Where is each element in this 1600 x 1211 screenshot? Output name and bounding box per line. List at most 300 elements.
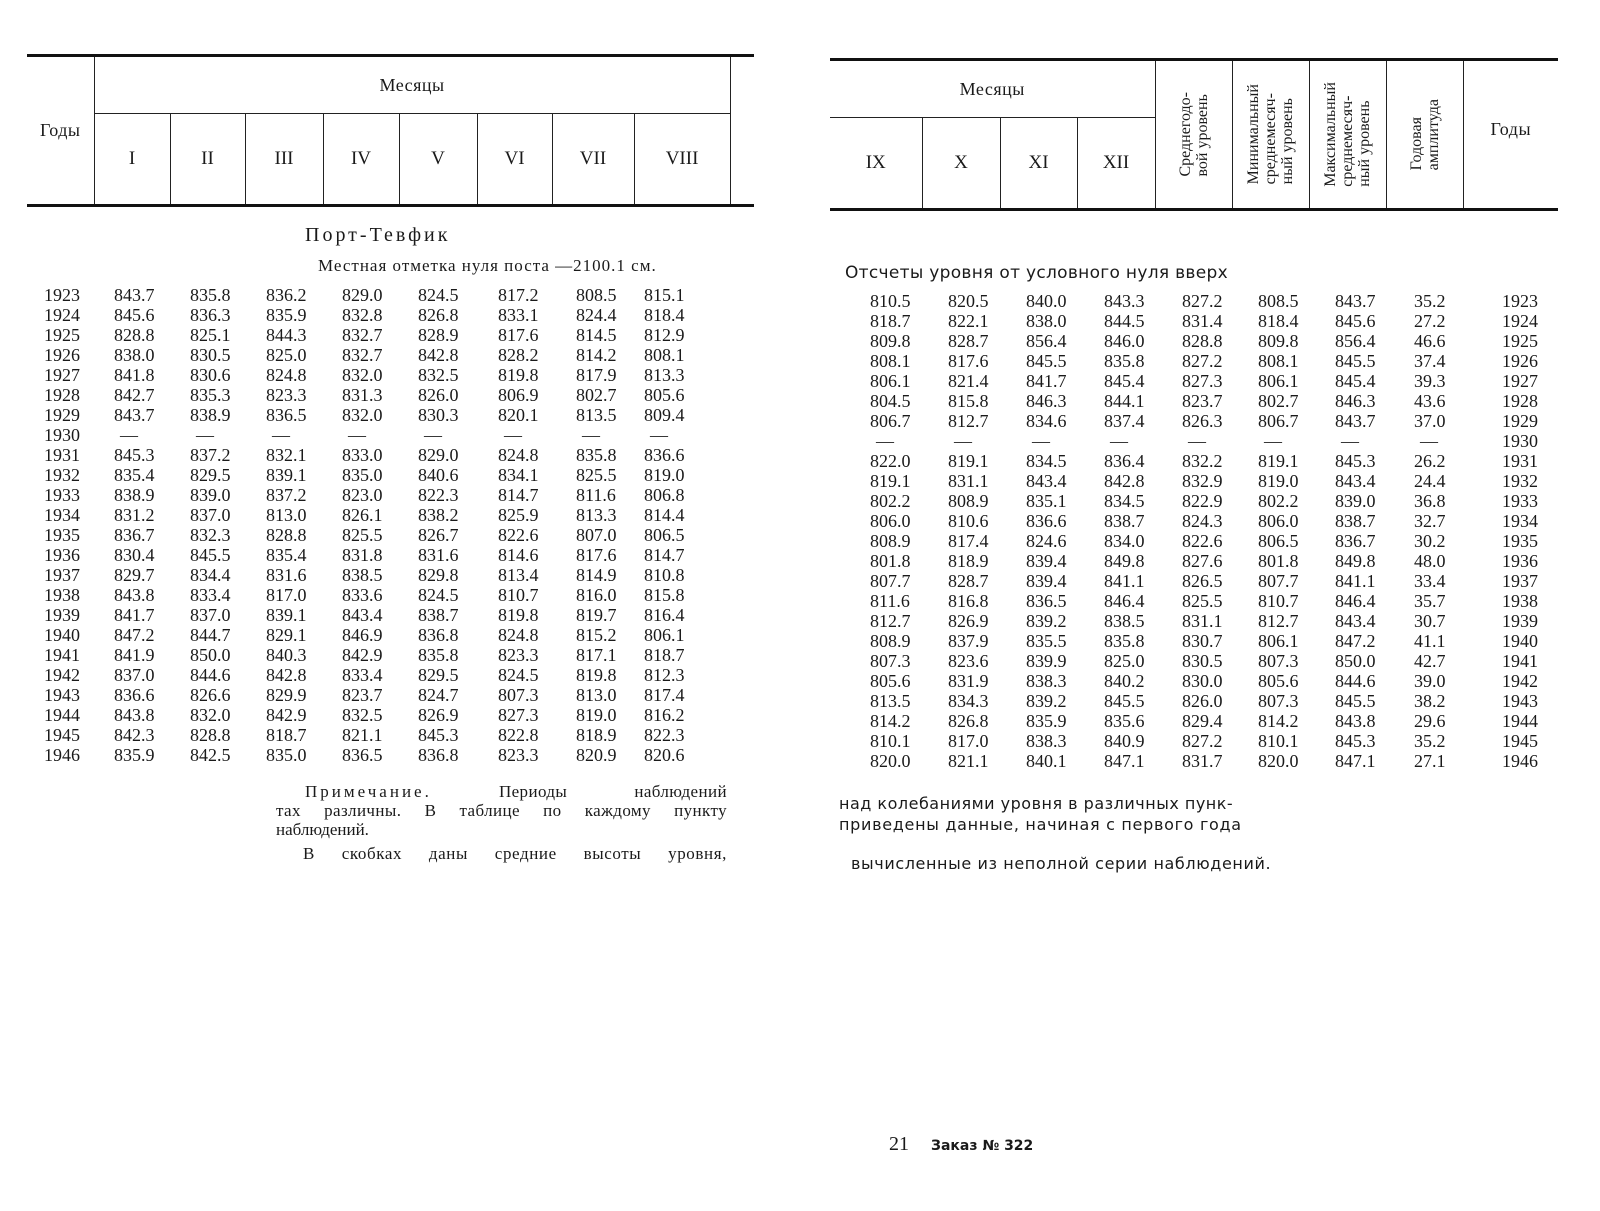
table-cell: 828.8 — [266, 525, 307, 545]
table-cell: 841.1 — [1335, 571, 1376, 591]
table-cell: 832.0 — [342, 365, 383, 385]
table-cell: 814.2 — [870, 711, 911, 731]
table-cell: 820.1 — [498, 405, 539, 425]
header-years: Годы — [27, 56, 94, 206]
table-cell: 834.5 — [1104, 491, 1145, 511]
table-cell: 832.5 — [342, 705, 383, 725]
header-month-II: II — [170, 114, 245, 206]
table-cell: 1933 — [44, 485, 80, 505]
zero-mark: Местная отметка нуля поста —2100.1 см. — [318, 256, 657, 275]
table-cell: 824.6 — [1026, 531, 1067, 551]
table-cell: 837.0 — [114, 665, 155, 685]
table-cell: 24.4 — [1414, 471, 1446, 491]
table-cell: 845.3 — [418, 725, 459, 745]
table-cell: 840.9 — [1104, 731, 1145, 751]
table-row — [44, 545, 704, 565]
table-cell: 813.3 — [576, 505, 617, 525]
table-cell: 814.9 — [576, 565, 617, 585]
table-cell: 817.0 — [266, 585, 307, 605]
table-cell: 840.3 — [266, 645, 307, 665]
table-cell: 805.6 — [870, 671, 911, 691]
table-cell: 1941 — [44, 645, 80, 665]
table-cell: 831.6 — [418, 545, 459, 565]
table-cell: 807.3 — [1258, 691, 1299, 711]
table-cell: 808.9 — [870, 531, 911, 551]
table-cell: 846.4 — [1104, 591, 1145, 611]
table-cell: 818.4 — [644, 305, 685, 325]
table-cell: — — [196, 425, 214, 445]
page-number: 21 — [889, 1133, 909, 1155]
table-cell: 842.3 — [114, 725, 155, 745]
table-cell: 844.3 — [266, 325, 307, 345]
table-cell: 831.9 — [948, 671, 989, 691]
table-cell: 821.1 — [948, 751, 989, 771]
table-cell: 838.9 — [190, 405, 231, 425]
table-cell: 843.7 — [1335, 411, 1376, 431]
note-line-3: наблюдений. — [276, 820, 369, 839]
table-cell: 826.8 — [948, 711, 989, 731]
table-cell: 832.8 — [342, 305, 383, 325]
table-cell: 838.0 — [114, 345, 155, 365]
table-cell: 837.4 — [1104, 411, 1145, 431]
table-row — [870, 331, 1562, 351]
table-cell: 817.2 — [498, 285, 539, 305]
table-cell: 847.2 — [114, 625, 155, 645]
table-cell: 834.3 — [948, 691, 989, 711]
table-cell: 823.6 — [948, 651, 989, 671]
table-cell: 806.5 — [1258, 531, 1299, 551]
table-cell: 814.6 — [498, 545, 539, 565]
table-cell: 835.8 — [576, 445, 617, 465]
header-months: Месяцы — [94, 56, 730, 114]
table-cell: 810.7 — [1258, 591, 1299, 611]
table-cell: 834.0 — [1104, 531, 1145, 551]
table-row — [44, 465, 704, 485]
table-cell: 823.7 — [1182, 391, 1223, 411]
table-cell: 836.7 — [114, 525, 155, 545]
table-cell: 838.7 — [1335, 511, 1376, 531]
table-cell: 835.8 — [418, 645, 459, 665]
table-cell: 834.1 — [498, 465, 539, 485]
table-cell: 1925 — [1502, 331, 1538, 351]
table-cell: 825.9 — [498, 505, 539, 525]
table-cell: 840.6 — [418, 465, 459, 485]
table-cell: 828.9 — [418, 325, 459, 345]
table-row — [44, 645, 704, 665]
table-cell: 845.3 — [114, 445, 155, 465]
table-row — [44, 485, 704, 505]
table-cell: — — [424, 425, 442, 445]
table-cell: 835.8 — [190, 285, 231, 305]
table-cell: 830.6 — [190, 365, 231, 385]
table-cell: 844.6 — [1335, 671, 1376, 691]
table-cell: 810.7 — [498, 585, 539, 605]
table-cell: 811.6 — [576, 485, 616, 505]
table-cell: 36.8 — [1414, 491, 1446, 511]
table-cell: 839.1 — [266, 465, 307, 485]
table-row — [44, 285, 704, 305]
table-cell: 807.3 — [1258, 651, 1299, 671]
table-cell: 805.6 — [1258, 671, 1299, 691]
table-cell: 812.9 — [644, 325, 685, 345]
table-cell: 42.7 — [1414, 651, 1446, 671]
table-cell: 819.7 — [576, 605, 617, 625]
table-cell: 831.4 — [1182, 311, 1223, 331]
table-cell: 814.2 — [1258, 711, 1299, 731]
table-cell: 843.8 — [114, 585, 155, 605]
table-row — [870, 671, 1562, 691]
table-cell: 832.7 — [342, 325, 383, 345]
table-cell: 835.6 — [1104, 711, 1145, 731]
table-cell: 806.1 — [1258, 371, 1299, 391]
table-cell: 806.1 — [1258, 631, 1299, 651]
table-cell: 836.6 — [1026, 511, 1067, 531]
table-cell: 819.8 — [576, 665, 617, 685]
table-cell: 843.4 — [1026, 471, 1067, 491]
table-cell: 841.9 — [114, 645, 155, 665]
header-annual-mean — [1155, 60, 1232, 210]
table-cell: — — [1188, 431, 1206, 451]
table-cell: 826.1 — [342, 505, 383, 525]
header-month-VI: VI — [477, 114, 552, 206]
table-cell: 826.3 — [1182, 411, 1223, 431]
note-line-2: тах различны. В таблице по каждому пункту — [276, 801, 727, 820]
table-cell: 838.0 — [1026, 311, 1067, 331]
table-cell: — — [504, 425, 522, 445]
header-month-VIII: VIII — [634, 114, 730, 206]
table-cell: 26.2 — [1414, 451, 1446, 471]
table-cell: 833.4 — [342, 665, 383, 685]
table-cell: 829.0 — [418, 445, 459, 465]
table-cell: 838.3 — [1026, 671, 1067, 691]
table-cell: 35.2 — [1414, 291, 1446, 311]
table-cell: 814.7 — [644, 545, 685, 565]
table-cell: 849.8 — [1104, 551, 1145, 571]
table-row — [870, 571, 1562, 591]
table-cell: 824.5 — [498, 665, 539, 685]
table-cell: 1944 — [1502, 711, 1538, 731]
table-cell: 1923 — [1502, 291, 1538, 311]
table-cell: 819.0 — [644, 465, 685, 485]
table-cell: 829.0 — [342, 285, 383, 305]
table-cell: 830.7 — [1182, 631, 1223, 651]
table-row — [870, 431, 1562, 451]
header-month-VII: VII — [552, 114, 634, 206]
table-cell: 843.3 — [1104, 291, 1145, 311]
table-row — [870, 751, 1562, 771]
table-cell: 807.7 — [1258, 571, 1299, 591]
table-cell: 836.6 — [114, 685, 155, 705]
table-row — [870, 731, 1562, 751]
header-month-V: V — [399, 114, 477, 206]
table-cell: 812.7 — [1258, 611, 1299, 631]
table-row — [870, 651, 1562, 671]
header-month-IX: IX — [830, 118, 922, 210]
table-cell: 825.0 — [266, 345, 307, 365]
table-cell: 821.4 — [948, 371, 989, 391]
header-max-monthly — [1309, 60, 1386, 210]
table-row — [44, 565, 704, 585]
table-cell: 1945 — [44, 725, 80, 745]
table-cell: — — [1264, 431, 1282, 451]
table-cell: 845.3 — [1335, 731, 1376, 751]
table-row — [870, 351, 1562, 371]
table-cell: 838.3 — [1026, 731, 1067, 751]
table-cell: 831.6 — [266, 565, 307, 585]
table-cell: 827.3 — [498, 705, 539, 725]
table-cell: 1938 — [44, 585, 80, 605]
table-cell: 837.0 — [190, 505, 231, 525]
table-cell: 1937 — [44, 565, 80, 585]
table-cell: 843.4 — [1335, 611, 1376, 631]
table-cell: 833.6 — [342, 585, 383, 605]
table-cell: 39.0 — [1414, 671, 1446, 691]
table-cell: 837.9 — [948, 631, 989, 651]
table-cell: 845.4 — [1104, 371, 1145, 391]
table-cell: 1924 — [1502, 311, 1538, 331]
table-cell: 830.5 — [190, 345, 231, 365]
reference-note: Отсчеты уровня от условного нуля вверх — [845, 263, 1228, 283]
table-cell: 815.8 — [644, 585, 685, 605]
header-month-I: I — [94, 114, 170, 206]
table-cell: 843.7 — [114, 405, 155, 425]
table-row — [44, 525, 704, 545]
table-cell: 838.9 — [114, 485, 155, 505]
table-cell: 29.6 — [1414, 711, 1446, 731]
note-line-1-text: Периоды наблюдений — [498, 782, 727, 801]
table-cell: 829.9 — [266, 685, 307, 705]
table-cell: 802.2 — [1258, 491, 1299, 511]
table-cell: 815.1 — [644, 285, 685, 305]
table-cell: 822.1 — [948, 311, 989, 331]
table-cell: 832.0 — [190, 705, 231, 725]
right-page — [820, 0, 1600, 1211]
table-cell: — — [120, 425, 138, 445]
table-row — [870, 511, 1562, 531]
table-row — [44, 605, 704, 625]
table-cell: 41.1 — [1414, 631, 1446, 651]
table-cell: 806.9 — [498, 385, 539, 405]
table-cell: 836.4 — [1104, 451, 1145, 471]
header-spacer — [730, 56, 754, 206]
table-cell: 820.9 — [576, 745, 617, 765]
table-cell: 818.9 — [576, 725, 617, 745]
table-cell: 807.3 — [870, 651, 911, 671]
table-cell: 1940 — [44, 625, 80, 645]
table-cell: 1935 — [1502, 531, 1538, 551]
header-max-monthly-text: Максимальный среднемесяч- ный уровень — [1322, 82, 1374, 187]
table-cell: 835.4 — [266, 545, 307, 565]
table-cell: 806.8 — [644, 485, 685, 505]
table-cell: 846.9 — [342, 625, 383, 645]
table-row — [870, 631, 1562, 651]
station-name: Порт-Тевфик — [305, 224, 451, 246]
table-cell: 822.6 — [498, 525, 539, 545]
table-cell: — — [348, 425, 366, 445]
table-cell: 1928 — [44, 385, 80, 405]
table-cell: 832.5 — [418, 365, 459, 385]
table-row — [44, 345, 704, 365]
table-cell: 814.4 — [644, 505, 685, 525]
table-cell: 843.7 — [1335, 291, 1376, 311]
table-cell: 811.6 — [870, 591, 910, 611]
table-cell: — — [1341, 431, 1359, 451]
header-month-III: III — [245, 114, 323, 206]
note-line-4: В скобках даны средние высоты уровня, — [303, 844, 727, 863]
table-row — [44, 385, 704, 405]
table-cell: 830.3 — [418, 405, 459, 425]
table-cell: 809.8 — [870, 331, 911, 351]
table-cell: 832.1 — [266, 445, 307, 465]
table-cell: 845.5 — [1104, 691, 1145, 711]
table-cell: 840.1 — [1026, 751, 1067, 771]
table-row — [870, 531, 1562, 551]
table-cell: 831.8 — [342, 545, 383, 565]
header-amplitude — [1386, 60, 1463, 210]
note-right-line-1: над колебаниями уровня в различных пунк- — [839, 794, 1234, 813]
table-cell: 829.4 — [1182, 711, 1223, 731]
table-cell: 846.3 — [1335, 391, 1376, 411]
table-cell: 819.1 — [870, 471, 911, 491]
table-cell: 1943 — [1502, 691, 1538, 711]
table-cell: 816.4 — [644, 605, 685, 625]
table-cell: 829.7 — [114, 565, 155, 585]
table-cell: 1934 — [1502, 511, 1538, 531]
table-row — [44, 725, 704, 745]
table-cell: 832.9 — [1182, 471, 1223, 491]
table-row — [870, 471, 1562, 491]
table-cell: 1936 — [1502, 551, 1538, 571]
table-cell: 814.2 — [576, 345, 617, 365]
table-cell: 835.0 — [342, 465, 383, 485]
table-row — [870, 611, 1562, 631]
table-cell: 1931 — [44, 445, 80, 465]
table-cell: 815.8 — [948, 391, 989, 411]
table-cell: 831.2 — [114, 505, 155, 525]
table-cell: 835.8 — [1104, 351, 1145, 371]
right-header-table — [830, 58, 1558, 211]
table-cell: 826.9 — [948, 611, 989, 631]
table-cell: 827.6 — [1182, 551, 1223, 571]
table-cell: 842.7 — [114, 385, 155, 405]
table-cell: 1929 — [1502, 411, 1538, 431]
table-cell: 845.6 — [1335, 311, 1376, 331]
table-cell: 824.8 — [498, 445, 539, 465]
table-cell: 850.0 — [190, 645, 231, 665]
table-cell: 829.5 — [418, 665, 459, 685]
table-cell: 832.0 — [342, 405, 383, 425]
table-cell: 836.7 — [1335, 531, 1376, 551]
table-cell: 819.8 — [498, 365, 539, 385]
table-cell: 841.8 — [114, 365, 155, 385]
table-cell: 822.3 — [644, 725, 685, 745]
table-cell: 818.7 — [266, 725, 307, 745]
table-cell: 831.7 — [1182, 751, 1223, 771]
table-cell: 1930 — [44, 425, 80, 445]
table-cell: 839.1 — [266, 605, 307, 625]
table-cell: 805.6 — [644, 385, 685, 405]
table-cell: 829.1 — [266, 625, 307, 645]
table-cell: 1932 — [44, 465, 80, 485]
table-cell: 828.7 — [948, 331, 989, 351]
table-cell: 843.8 — [114, 705, 155, 725]
note-line-1 — [305, 782, 727, 801]
table-cell: 835.8 — [1104, 631, 1145, 651]
table-row — [870, 291, 1562, 311]
table-cell: 828.8 — [114, 325, 155, 345]
page-footer — [889, 1133, 1033, 1156]
table-cell: 838.2 — [418, 505, 459, 525]
table-row — [870, 691, 1562, 711]
table-row — [44, 705, 704, 725]
table-cell: 834.4 — [190, 565, 231, 585]
table-cell: 835.0 — [266, 745, 307, 765]
table-cell: 830.5 — [1182, 651, 1223, 671]
table-cell: 804.5 — [870, 391, 911, 411]
table-cell: 806.7 — [1258, 411, 1299, 431]
table-cell: 809.8 — [1258, 331, 1299, 351]
table-row — [870, 591, 1562, 611]
table-cell: 842.9 — [342, 645, 383, 665]
table-row — [44, 405, 704, 425]
table-cell: 826.0 — [1182, 691, 1223, 711]
table-cell: 823.3 — [266, 385, 307, 405]
table-cell: 841.1 — [1104, 571, 1145, 591]
table-cell: 844.7 — [190, 625, 231, 645]
table-row — [870, 451, 1562, 471]
table-cell: — — [876, 431, 894, 451]
table-cell: 43.6 — [1414, 391, 1446, 411]
table-cell: 839.2 — [1026, 611, 1067, 631]
table-cell: 35.7 — [1414, 591, 1446, 611]
order-number: Заказ № 322 — [931, 1138, 1034, 1154]
table-cell: 1946 — [1502, 751, 1538, 771]
table-cell: 831.1 — [1182, 611, 1223, 631]
table-row — [44, 425, 704, 445]
table-cell: 32.7 — [1414, 511, 1446, 531]
table-cell: 824.4 — [576, 305, 617, 325]
note-label: Примечание. — [305, 782, 432, 801]
table-cell: 823.3 — [498, 745, 539, 765]
table-cell: 821.1 — [342, 725, 383, 745]
table-cell: 836.8 — [418, 625, 459, 645]
table-cell: 817.4 — [948, 531, 989, 551]
table-row — [870, 711, 1562, 731]
table-cell: 806.1 — [870, 371, 911, 391]
table-cell: 39.3 — [1414, 371, 1446, 391]
table-cell: 812.3 — [644, 665, 685, 685]
table-cell: 839.9 — [1026, 651, 1067, 671]
table-cell: 841.7 — [114, 605, 155, 625]
table-cell: 845.6 — [114, 305, 155, 325]
table-row — [44, 585, 704, 605]
table-cell: 827.2 — [1182, 351, 1223, 371]
note-right-line-2: приведены данные, начиная с первого года — [839, 815, 1242, 834]
table-cell: 817.6 — [948, 351, 989, 371]
table-cell: 832.3 — [190, 525, 231, 545]
table-cell: 826.7 — [418, 525, 459, 545]
table-cell: 842.8 — [418, 345, 459, 365]
table-cell: 846.4 — [1335, 591, 1376, 611]
table-cell: 813.4 — [498, 565, 539, 585]
table-cell: 807.0 — [576, 525, 617, 545]
table-cell: 822.9 — [1182, 491, 1223, 511]
table-cell: 27.1 — [1414, 751, 1446, 771]
table-cell: 1928 — [1502, 391, 1538, 411]
table-cell: 1927 — [1502, 371, 1538, 391]
table-cell: 37.0 — [1414, 411, 1446, 431]
table-cell: 810.8 — [644, 565, 685, 585]
